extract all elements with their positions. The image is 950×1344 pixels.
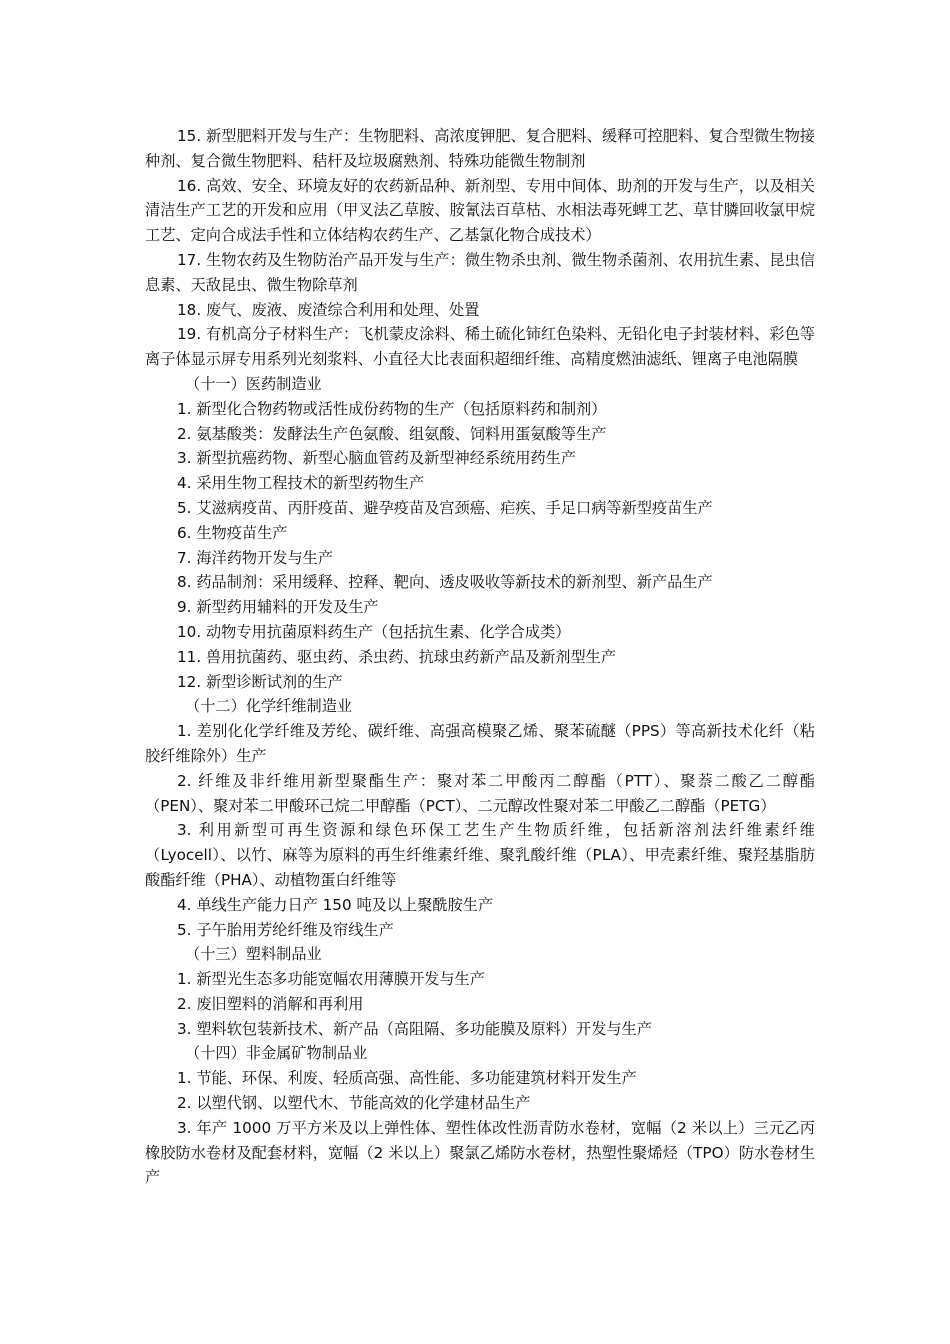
list-item: 2. 以塑代钢、以塑代木、节能高效的化学建材品生产 [177,1094,531,1113]
list-item: 5. 艾滋病疫苗、丙肝疫苗、避孕疫苗及宫颈癌、疟疾、手足口病等新型疫苗生产 [177,498,713,517]
list-item: 12. 新型诊断试剂的生产 [177,672,343,691]
list-item: 17. 生物农药及生物防治产品开发与生产：微生物杀虫剂、微生物杀菌剂、农用抗生素、昆虫信息素、天敌昆虫、微生物除草剂 [145,250,815,294]
list-item: 18. 废气、废液、废渣综合利用和处理、处置 [177,300,480,319]
section-heading: （十三）塑料制品业 [185,945,322,964]
list-item: 16. 高效、安全、环境友好的农药新品种、新剂型、专用中间体、助剂的开发与生产，以及相关清洁生产工艺的开发和应用（甲叉法乙草胺、胺氰法百草枯、水相法毒死蜱工艺、草甘膦回收氯甲烷工艺、定向合成法手性和立体结构农药生产、乙基氯化物合成技术） [145,176,815,245]
list-item: 1. 节能、环保、利废、轻质高强、高性能、多功能建筑材料开发生产 [177,1069,637,1088]
document-body [145,124,815,1190]
section-heading: （十四）非金属矿物制品业 [185,1044,368,1063]
section-heading: （十二）化学纤维制造业 [185,697,353,716]
list-item: 3. 利用新型可再生资源和绿色环保工艺生产生物质纤维，包括新溶剂法纤维素纤维（Lyocell）、以竹、麻等为原料的再生纤维素纤维、聚乳酸纤维（PLA）、甲壳素纤维、聚羟基脂肪酸酯纤维（PHA）、动植物蛋白纤维等 [145,821,815,889]
list-item: 10. 动物专用抗菌原料药生产（包括抗生素、化学合成类） [177,622,571,641]
list-item: 19. 有机高分子材料生产：飞机蒙皮涂料、稀土硫化铈红色染料、无铅化电子封装材料、彩色等离子体显示屏专用系列光刻浆料、小直径大比表面积超细纤维、高精度燃油滤纸、锂离子电池隔膜 [145,325,815,369]
list-item: 15. 新型肥料开发与生产：生物肥料、高浓度钾肥、复合肥料、缓释可控肥料、复合型微生物接种剂、复合微生物肥料、秸杆及垃圾腐熟剂、特殊功能微生物制剂 [145,127,815,170]
list-item: 2. 氨基酸类：发酵法生产色氨酸、组氨酸、饲料用蛋氨酸等生产 [177,424,607,443]
list-item: 6. 生物疫苗生产 [177,523,288,542]
list-item: 4. 单线生产能力日产 150 吨及以上聚酰胺生产 [177,895,494,914]
list-item: 3. 年产 1000 万平方米及以上弹性体、塑性体改性沥青防水卷材，宽幅（2 米以上）三元乙丙橡胶防水卷材及配套材料，宽幅（2 米以上）聚氯乙烯防水卷材，热塑性聚烯烃（TPO）防水卷材生产 [145,1118,815,1187]
list-item: 4. 采用生物工程技术的新型药物生产 [177,474,425,493]
list-item: 11. 兽用抗菌药、驱虫药、杀虫药、抗球虫药新产品及新剂型生产 [177,647,617,666]
list-item: 9. 新型药用辅料的开发及生产 [177,598,379,617]
list-item: 1. 新型化合物药物或活性成份药物的生产（包括原料药和制剂） [177,399,607,418]
list-item: 3. 新型抗癌药物、新型心脑血管药及新型神经系统用药生产 [177,449,577,468]
section-heading: （十一）医药制造业 [185,374,322,393]
list-item: 7. 海洋药物开发与生产 [177,548,334,567]
list-item: 1. 差别化化学纤维及芳纶、碳纤维、高强高模聚乙烯、聚苯硫醚（PPS）等高新技术化纤（粘胶纤维除外）生产 [145,722,815,765]
list-item: 3. 塑料软包装新技术、新产品（高阻隔、多功能膜及原料）开发与生产 [177,1019,652,1038]
list-item: 8. 药品制剂：采用缓释、控释、靶向、透皮吸收等新技术的新剂型、新产品生产 [177,573,713,592]
list-item: 2. 纤维及非纤维用新型聚酯生产：聚对苯二甲酸丙二醇酯（PTT）、聚萘二酸乙二醇酯（PEN）、聚对苯二甲酸环己烷二甲醇酯（PCT）、二元醇改性聚对苯二甲酸乙二醇酯（PETG） [145,771,815,815]
list-item: 1. 新型光生态多功能宽幅农用薄膜开发与生产 [177,970,485,989]
list-item: 5. 子午胎用芳纶纤维及帘线生产 [177,920,394,939]
list-item: 2. 废旧塑料的消解和再利用 [177,994,364,1013]
